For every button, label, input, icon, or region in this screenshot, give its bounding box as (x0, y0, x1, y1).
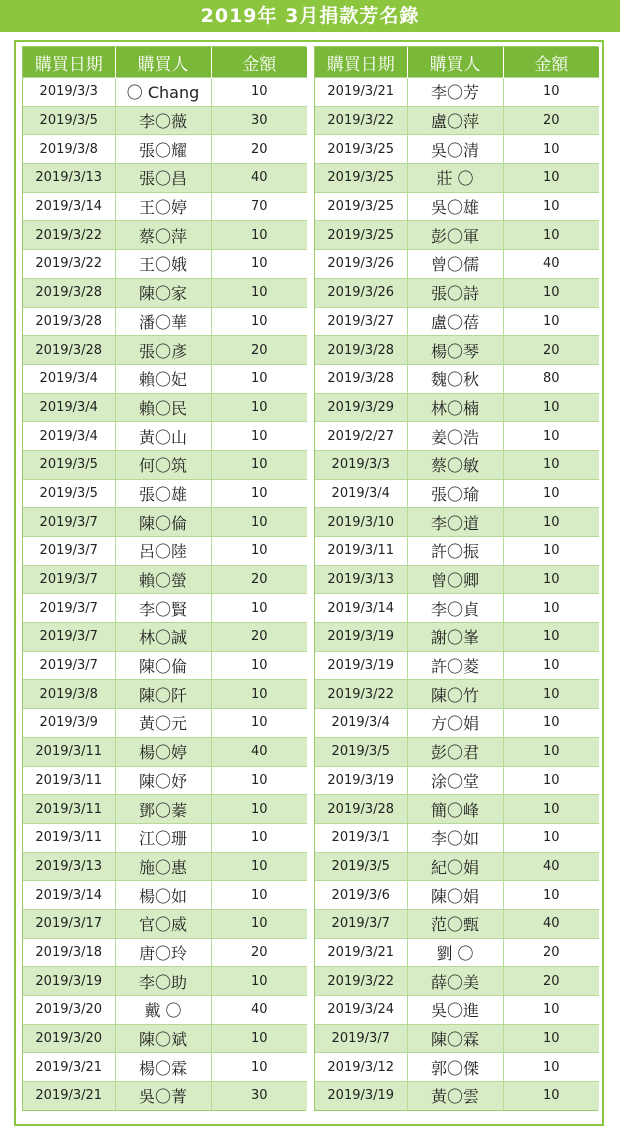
cell-amount: 40 (211, 164, 307, 193)
cell-amount: 40 (503, 250, 599, 279)
cell-amount: 10 (503, 135, 599, 164)
table-row (315, 795, 599, 824)
cell-date: 2019/3/19 (315, 623, 407, 652)
cell-amount: 10 (211, 766, 307, 795)
cell-date: 2019/3/7 (23, 651, 115, 680)
cell-amount: 10 (503, 537, 599, 566)
cell-date: 2019/3/8 (23, 680, 115, 709)
table-row (23, 594, 307, 623)
cell-amount: 10 (503, 737, 599, 766)
cell-amount: 10 (503, 278, 599, 307)
cell-amount: 10 (503, 623, 599, 652)
table-row (315, 680, 599, 709)
header-amount: 金額 (211, 47, 307, 78)
cell-date: 2019/3/13 (315, 565, 407, 594)
cell-date: 2019/3/3 (23, 78, 115, 107)
table-row (315, 996, 599, 1025)
cell-purchaser: 楊〇霖 (115, 1053, 211, 1082)
table-row (23, 996, 307, 1025)
cell-amount: 10 (211, 393, 307, 422)
table-row (315, 565, 599, 594)
cell-date: 2019/3/21 (315, 78, 407, 107)
table-row (315, 78, 599, 107)
donor-table-left (22, 46, 306, 1111)
table-row (315, 364, 599, 393)
cell-purchaser: 陳〇倫 (115, 508, 211, 537)
cell-purchaser: 薛〇美 (407, 967, 503, 996)
cell-date: 2019/3/19 (315, 651, 407, 680)
table-row (315, 537, 599, 566)
cell-amount: 10 (503, 307, 599, 336)
table-row (315, 307, 599, 336)
table-row (23, 450, 307, 479)
cell-purchaser: 許〇菱 (407, 651, 503, 680)
cell-date: 2019/3/3 (315, 450, 407, 479)
table-row (23, 623, 307, 652)
table-row (315, 623, 599, 652)
cell-amount: 10 (503, 680, 599, 709)
cell-purchaser: 賴〇妃 (115, 364, 211, 393)
table-row (315, 422, 599, 451)
cell-purchaser: 陳〇阡 (115, 680, 211, 709)
cell-purchaser: 劉 〇 (407, 938, 503, 967)
cell-date: 2019/3/9 (23, 709, 115, 738)
header-purchaser: 購買人 (407, 47, 503, 78)
header-date: 購買日期 (23, 47, 115, 78)
table-row (23, 479, 307, 508)
cell-date: 2019/3/7 (23, 508, 115, 537)
cell-purchaser: 楊〇如 (115, 881, 211, 910)
cell-purchaser: 彭〇君 (407, 737, 503, 766)
cell-date: 2019/3/27 (315, 307, 407, 336)
cell-purchaser: 姜〇浩 (407, 422, 503, 451)
cell-date: 2019/3/22 (23, 250, 115, 279)
cell-date: 2019/3/11 (23, 766, 115, 795)
cell-date: 2019/3/20 (23, 996, 115, 1025)
cell-purchaser: 潘〇華 (115, 307, 211, 336)
cell-amount: 10 (503, 1024, 599, 1053)
cell-amount: 80 (503, 364, 599, 393)
cell-amount: 10 (503, 996, 599, 1025)
cell-purchaser: 范〇甄 (407, 909, 503, 938)
table-row (23, 106, 307, 135)
cell-date: 2019/3/6 (315, 881, 407, 910)
header-purchaser: 購買人 (115, 47, 211, 78)
cell-date: 2019/3/13 (23, 164, 115, 193)
cell-purchaser: 施〇惠 (115, 852, 211, 881)
cell-purchaser: 黃〇山 (115, 422, 211, 451)
cell-date: 2019/3/21 (315, 938, 407, 967)
table-row (315, 737, 599, 766)
cell-purchaser: 賴〇民 (115, 393, 211, 422)
cell-amount: 10 (503, 1082, 599, 1110)
cell-purchaser: 李〇賢 (115, 594, 211, 623)
table-header (315, 47, 599, 78)
cell-purchaser: 陳〇家 (115, 278, 211, 307)
cell-date: 2019/3/24 (315, 996, 407, 1025)
table-row (23, 737, 307, 766)
cell-amount: 20 (211, 135, 307, 164)
table-row (315, 823, 599, 852)
cell-date: 2019/3/13 (23, 852, 115, 881)
cell-purchaser: 江〇珊 (115, 823, 211, 852)
cell-purchaser: 紀〇娟 (407, 852, 503, 881)
cell-amount: 20 (503, 967, 599, 996)
cell-date: 2019/3/5 (23, 450, 115, 479)
table-header (23, 47, 307, 78)
cell-purchaser: 張〇昌 (115, 164, 211, 193)
cell-purchaser: 黃〇雲 (407, 1082, 503, 1110)
cell-amount: 20 (503, 938, 599, 967)
table-row (315, 651, 599, 680)
cell-purchaser: 吳〇雄 (407, 192, 503, 221)
cell-amount: 20 (503, 106, 599, 135)
table-row (23, 221, 307, 250)
table-row (23, 938, 307, 967)
cell-amount: 10 (503, 393, 599, 422)
table-row (23, 307, 307, 336)
cell-purchaser: 張〇耀 (115, 135, 211, 164)
cell-date: 2019/3/29 (315, 393, 407, 422)
cell-amount: 20 (211, 336, 307, 365)
cell-date: 2019/3/10 (315, 508, 407, 537)
cell-amount: 10 (503, 766, 599, 795)
cell-date: 2019/3/22 (315, 106, 407, 135)
cell-date: 2019/3/25 (315, 135, 407, 164)
cell-amount: 10 (211, 479, 307, 508)
cell-purchaser: 楊〇琴 (407, 336, 503, 365)
cell-amount: 10 (211, 1024, 307, 1053)
table-row (23, 1082, 307, 1110)
cell-date: 2019/3/7 (315, 1024, 407, 1053)
cell-amount: 10 (211, 78, 307, 107)
cell-purchaser: 陳〇倫 (115, 651, 211, 680)
cell-purchaser: 李〇貞 (407, 594, 503, 623)
cell-date: 2019/3/5 (315, 737, 407, 766)
table-row (23, 250, 307, 279)
cell-amount: 20 (211, 565, 307, 594)
table-row (23, 422, 307, 451)
cell-date: 2019/3/28 (315, 336, 407, 365)
table-row (315, 106, 599, 135)
cell-amount: 10 (211, 450, 307, 479)
cell-date: 2019/3/8 (23, 135, 115, 164)
cell-purchaser: 李〇助 (115, 967, 211, 996)
cell-date: 2019/2/27 (315, 422, 407, 451)
table-row (23, 537, 307, 566)
table-row (23, 1053, 307, 1082)
table-row (23, 680, 307, 709)
cell-date: 2019/3/22 (315, 967, 407, 996)
cell-date: 2019/3/22 (315, 680, 407, 709)
table-row (23, 651, 307, 680)
cell-purchaser: 方〇娟 (407, 709, 503, 738)
cell-purchaser: 郭〇傑 (407, 1053, 503, 1082)
cell-date: 2019/3/14 (315, 594, 407, 623)
cell-amount: 10 (503, 881, 599, 910)
cell-date: 2019/3/17 (23, 909, 115, 938)
cell-date: 2019/3/11 (23, 795, 115, 824)
cell-amount: 10 (211, 651, 307, 680)
cell-purchaser: 謝〇峯 (407, 623, 503, 652)
cell-purchaser: 蔡〇萍 (115, 221, 211, 250)
cell-amount: 10 (211, 967, 307, 996)
cell-date: 2019/3/5 (23, 479, 115, 508)
cell-amount: 10 (503, 192, 599, 221)
cell-date: 2019/3/26 (315, 278, 407, 307)
header-date: 購買日期 (315, 47, 407, 78)
table-row (23, 278, 307, 307)
cell-date: 2019/3/25 (315, 192, 407, 221)
donor-table-right (314, 46, 598, 1111)
cell-purchaser: 何〇筑 (115, 450, 211, 479)
cell-purchaser: 陳〇娟 (407, 881, 503, 910)
cell-amount: 40 (503, 852, 599, 881)
cell-date: 2019/3/28 (23, 336, 115, 365)
cell-amount: 10 (503, 795, 599, 824)
table-row (23, 336, 307, 365)
cell-amount: 10 (503, 221, 599, 250)
cell-purchaser: 陳〇霖 (407, 1024, 503, 1053)
cell-amount: 30 (211, 1082, 307, 1110)
cell-purchaser: 王〇婷 (115, 192, 211, 221)
cell-purchaser: 曾〇儒 (407, 250, 503, 279)
table-row (23, 164, 307, 193)
table-row (23, 78, 307, 107)
cell-purchaser: 李〇道 (407, 508, 503, 537)
table-row (315, 852, 599, 881)
table-row (23, 795, 307, 824)
cell-amount: 10 (211, 594, 307, 623)
cell-date: 2019/3/28 (23, 278, 115, 307)
cell-amount: 10 (503, 823, 599, 852)
cell-amount: 70 (211, 192, 307, 221)
table-row (315, 479, 599, 508)
cell-purchaser: 唐〇玲 (115, 938, 211, 967)
table-row (23, 709, 307, 738)
cell-amount: 10 (211, 364, 307, 393)
cell-amount: 10 (503, 479, 599, 508)
cell-date: 2019/3/21 (23, 1053, 115, 1082)
cell-amount: 30 (211, 106, 307, 135)
cell-purchaser: 李〇芳 (407, 78, 503, 107)
cell-purchaser: 呂〇陸 (115, 537, 211, 566)
cell-purchaser: 盧〇萍 (407, 106, 503, 135)
cell-date: 2019/3/4 (23, 393, 115, 422)
table-row (23, 364, 307, 393)
cell-date: 2019/3/19 (315, 1082, 407, 1110)
table-row (23, 881, 307, 910)
cell-date: 2019/3/5 (315, 852, 407, 881)
cell-amount: 10 (211, 1053, 307, 1082)
table-row (315, 450, 599, 479)
cell-purchaser: 陳〇斌 (115, 1024, 211, 1053)
table-row (23, 823, 307, 852)
cell-date: 2019/3/7 (315, 909, 407, 938)
cell-purchaser: 陳〇妤 (115, 766, 211, 795)
table-row (315, 135, 599, 164)
cell-purchaser: 賴〇螢 (115, 565, 211, 594)
cell-date: 2019/3/4 (23, 422, 115, 451)
cell-purchaser: 莊 〇 (407, 164, 503, 193)
cell-purchaser: 涂〇堂 (407, 766, 503, 795)
cell-date: 2019/3/25 (315, 221, 407, 250)
cell-purchaser: 吳〇進 (407, 996, 503, 1025)
cell-purchaser: 李〇薇 (115, 106, 211, 135)
cell-date: 2019/3/18 (23, 938, 115, 967)
cell-amount: 10 (503, 422, 599, 451)
cell-date: 2019/3/4 (23, 364, 115, 393)
table-row (23, 565, 307, 594)
cell-date: 2019/3/26 (315, 250, 407, 279)
cell-purchaser: 張〇雄 (115, 479, 211, 508)
cell-amount: 10 (503, 565, 599, 594)
cell-amount: 10 (211, 881, 307, 910)
cell-purchaser: 楊〇婷 (115, 737, 211, 766)
table-row (23, 909, 307, 938)
cell-purchaser: 吳〇清 (407, 135, 503, 164)
cell-amount: 10 (503, 651, 599, 680)
cell-purchaser: 李〇如 (407, 823, 503, 852)
table-row (315, 1053, 599, 1082)
cell-date: 2019/3/7 (23, 565, 115, 594)
cell-purchaser: 陳〇竹 (407, 680, 503, 709)
cell-date: 2019/3/7 (23, 623, 115, 652)
table-row (315, 766, 599, 795)
cell-date: 2019/3/25 (315, 164, 407, 193)
table-row (315, 192, 599, 221)
table-row (315, 1024, 599, 1053)
cell-purchaser: 〇 Chang (115, 78, 211, 107)
cell-purchaser: 王〇娥 (115, 250, 211, 279)
table-row (315, 508, 599, 537)
cell-date: 2019/3/4 (315, 479, 407, 508)
table-row (315, 278, 599, 307)
cell-date: 2019/3/28 (315, 364, 407, 393)
cell-amount: 10 (503, 78, 599, 107)
cell-date: 2019/3/22 (23, 221, 115, 250)
cell-date: 2019/3/12 (315, 1053, 407, 1082)
cell-amount: 10 (503, 594, 599, 623)
table-row (23, 393, 307, 422)
cell-purchaser: 林〇誠 (115, 623, 211, 652)
table-row (315, 250, 599, 279)
table-row (315, 164, 599, 193)
cell-amount: 10 (211, 278, 307, 307)
table-row (315, 594, 599, 623)
table-row (315, 938, 599, 967)
cell-amount: 10 (211, 823, 307, 852)
cell-purchaser: 彭〇軍 (407, 221, 503, 250)
cell-date: 2019/3/11 (315, 537, 407, 566)
cell-date: 2019/3/1 (315, 823, 407, 852)
cell-date: 2019/3/14 (23, 192, 115, 221)
cell-purchaser: 蔡〇敏 (407, 450, 503, 479)
cell-amount: 10 (211, 909, 307, 938)
table-row (23, 135, 307, 164)
cell-amount: 10 (503, 164, 599, 193)
cell-amount: 20 (211, 938, 307, 967)
cell-date: 2019/3/7 (23, 537, 115, 566)
cell-purchaser: 林〇楠 (407, 393, 503, 422)
cell-purchaser: 曾〇卿 (407, 565, 503, 594)
cell-purchaser: 盧〇蓓 (407, 307, 503, 336)
cell-date: 2019/3/4 (315, 709, 407, 738)
table-row (315, 393, 599, 422)
cell-amount: 10 (211, 852, 307, 881)
page-title-banner: 2019年 3月捐款芳名錄 (0, 0, 620, 32)
cell-date: 2019/3/7 (23, 594, 115, 623)
cell-date: 2019/3/14 (23, 881, 115, 910)
cell-date: 2019/3/5 (23, 106, 115, 135)
table-row (315, 336, 599, 365)
table-row (315, 1082, 599, 1110)
cell-amount: 10 (211, 537, 307, 566)
cell-purchaser: 官〇威 (115, 909, 211, 938)
cell-purchaser: 黃〇元 (115, 709, 211, 738)
table-row (23, 766, 307, 795)
cell-amount: 10 (211, 221, 307, 250)
cell-amount: 10 (503, 450, 599, 479)
table-row (23, 852, 307, 881)
cell-amount: 10 (211, 709, 307, 738)
cell-amount: 10 (503, 709, 599, 738)
cell-date: 2019/3/11 (23, 737, 115, 766)
cell-purchaser: 魏〇秋 (407, 364, 503, 393)
cell-date: 2019/3/28 (23, 307, 115, 336)
table-row (315, 709, 599, 738)
cell-amount: 40 (503, 909, 599, 938)
table-row (315, 221, 599, 250)
cell-date: 2019/3/28 (315, 795, 407, 824)
cell-purchaser: 張〇彥 (115, 336, 211, 365)
cell-amount: 20 (211, 623, 307, 652)
cell-date: 2019/3/19 (315, 766, 407, 795)
cell-purchaser: 張〇瑜 (407, 479, 503, 508)
cell-purchaser: 鄧〇蓁 (115, 795, 211, 824)
table-row (23, 967, 307, 996)
cell-date: 2019/3/21 (23, 1082, 115, 1110)
cell-purchaser: 許〇振 (407, 537, 503, 566)
table-row (23, 508, 307, 537)
cell-amount: 10 (503, 508, 599, 537)
table-row (23, 1024, 307, 1053)
cell-purchaser: 張〇詩 (407, 278, 503, 307)
cell-amount: 10 (211, 307, 307, 336)
cell-date: 2019/3/20 (23, 1024, 115, 1053)
cell-date: 2019/3/11 (23, 823, 115, 852)
cell-date: 2019/3/19 (23, 967, 115, 996)
cell-amount: 10 (503, 1053, 599, 1082)
table-row (315, 909, 599, 938)
cell-amount: 10 (211, 422, 307, 451)
table-row (315, 881, 599, 910)
table-row (23, 192, 307, 221)
cell-amount: 40 (211, 737, 307, 766)
cell-purchaser: 戴 〇 (115, 996, 211, 1025)
header-amount: 金額 (503, 47, 599, 78)
cell-amount: 20 (503, 336, 599, 365)
cell-amount: 10 (211, 795, 307, 824)
cell-amount: 10 (211, 508, 307, 537)
cell-purchaser: 簡〇峰 (407, 795, 503, 824)
cell-purchaser: 吳〇菁 (115, 1082, 211, 1110)
cell-amount: 10 (211, 250, 307, 279)
cell-amount: 10 (211, 680, 307, 709)
table-row (315, 967, 599, 996)
cell-amount: 40 (211, 996, 307, 1025)
